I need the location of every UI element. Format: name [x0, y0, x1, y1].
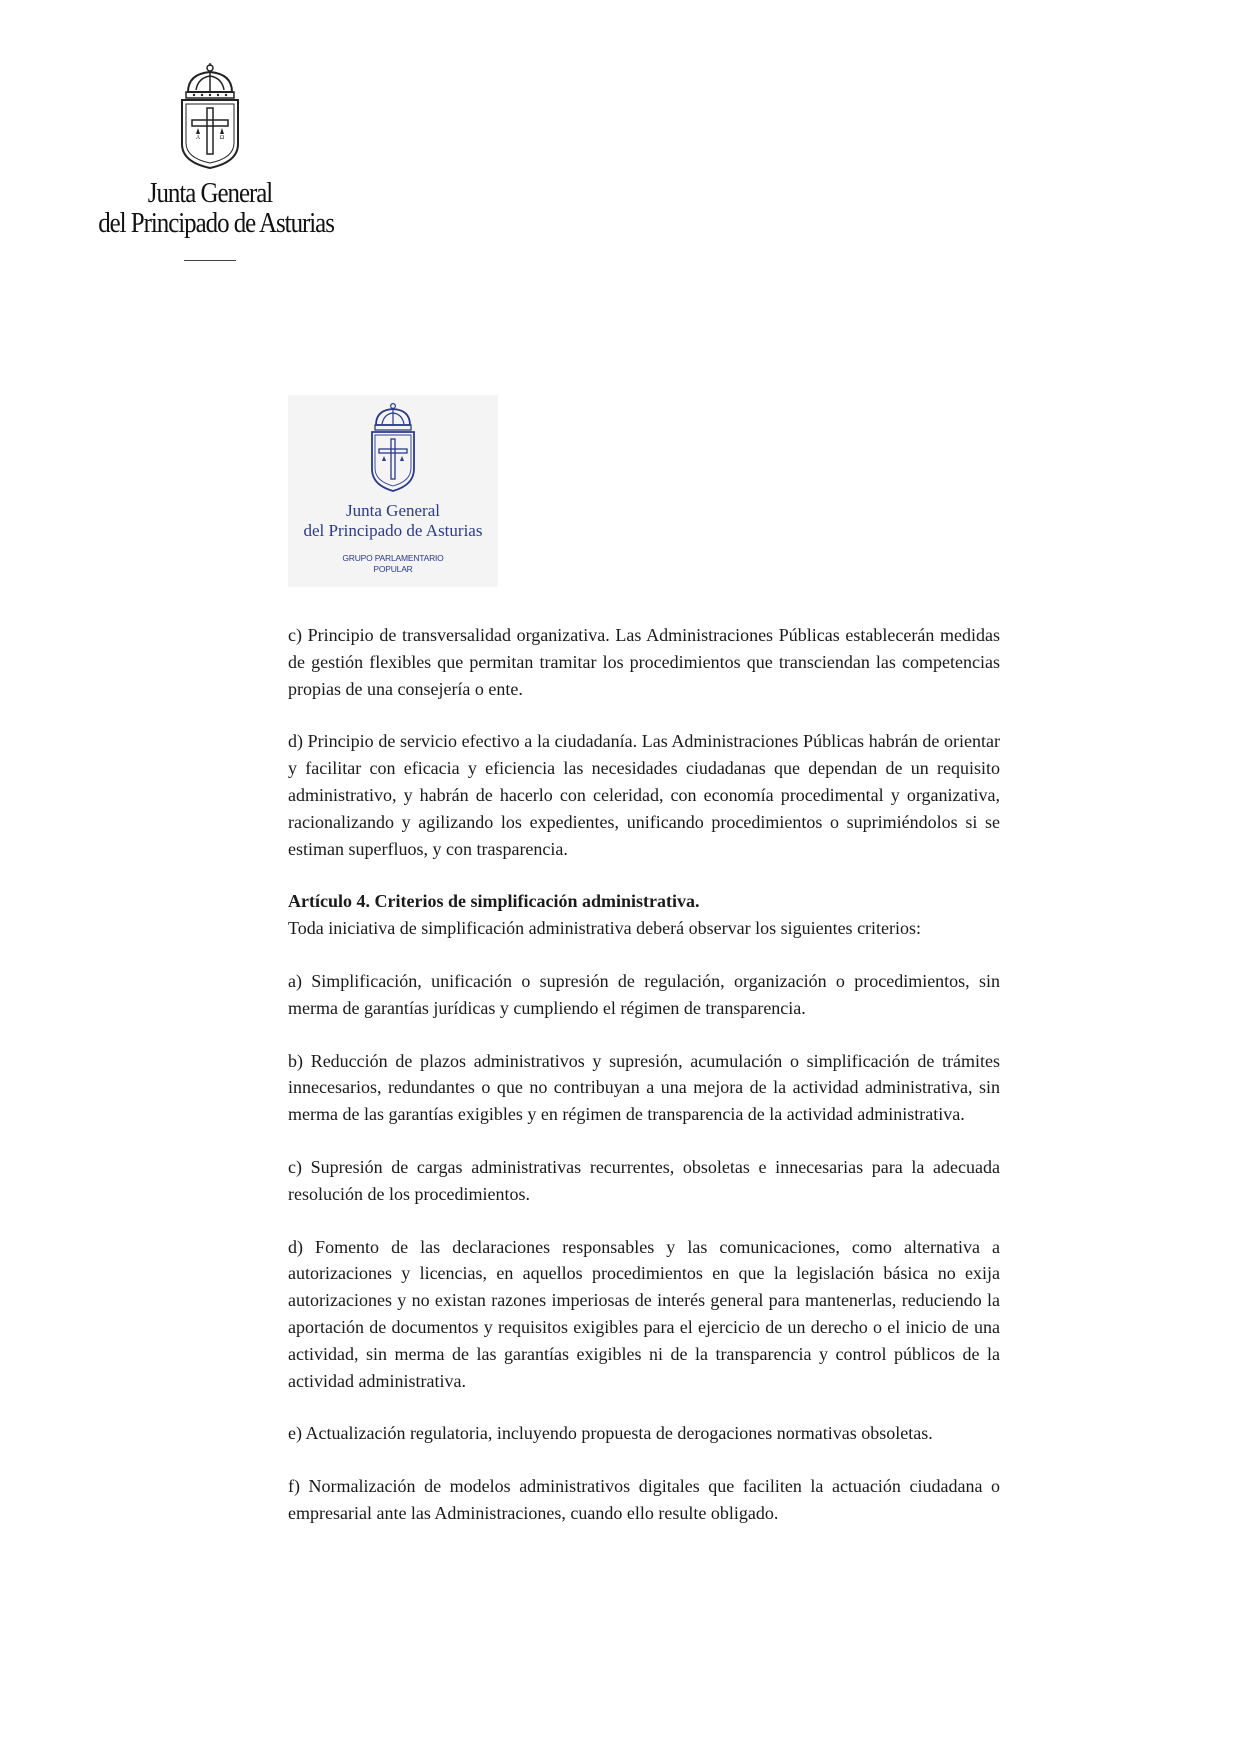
group-logo-sub-line2: POPULAR	[373, 564, 413, 574]
group-logo-name-line1: Junta General	[346, 501, 440, 520]
paragraph-criterion-f: f) Normalización de modelos administrativos digitales que faciliten la actuación ciudadana o empresarial ante las Administraciones, cuando ello resulte obligado.	[288, 1476, 1000, 1523]
asturias-crest-icon	[174, 62, 246, 170]
svg-text:Ω: Ω	[219, 135, 225, 141]
paragraph-criterion-b: b) Reducción de plazos administrativos y supresión, acumulación o simplificación de trámites innecesarios, redundantes o que no contribuyan a una mejora de la actividad administrativa, sin merma de las garantías exigibles y en régimen de transparencia de la actividad administrativa.	[288, 1050, 1000, 1125]
header-logo	[80, 62, 340, 261]
institution-name-line2: del Principado de Asturias	[98, 207, 334, 239]
group-logo-name-line2: del Principado de Asturias	[303, 521, 483, 540]
article-heading: Artículo 4. Criterios de simplificación administrativa.	[288, 891, 700, 912]
article-intro: Toda iniciativa de simplificación administrativa deberá observar los siguientes criterios:	[288, 918, 922, 939]
paragraph-principle-c: c) Principio de transversalidad organizativa. Las Administraciones Públicas establecerán medidas de gestión flexibles que permitan tramitar los procedimientos que transciendan las competencias propias de una consejería o ente.	[288, 625, 1000, 699]
svg-text:A: A	[195, 135, 201, 141]
group-logo	[288, 395, 498, 587]
paragraph-criterion-e: e) Actualización regulatoria, incluyendo propuesta de derogaciones normativas obsoletas.	[288, 1423, 933, 1444]
paragraph-criterion-c: c) Supresión de cargas administrativas recurrentes, obsoletas e innecesarias para la adecuada resolución de los procedimientos.	[288, 1156, 1000, 1204]
header-divider	[184, 260, 236, 261]
paragraph-criterion-a: a) Simplificación, unificación o supresión de regulación, organización o procedimientos, sin merma de garantías jurídicas y cumpliendo el régimen de transparencia.	[288, 970, 1000, 1018]
paragraph-principle-d: d) Principio de servicio efectivo a la ciudadanía. Las Administraciones Públicas habrán de orientar y facilitar con eficacia y eficiencia las necesidades ciudadanas que dependan de un requisito administrativo, y habrán de hacerlo con celeridad, con economía procedimental y organizativa, racionalizando y agilizando los expedientes, unificando procedimientos o suprimiéndolos si se estiman superfluos, y con trasparencia.	[288, 731, 1000, 859]
document-body	[288, 622, 1000, 1553]
article-block	[288, 888, 1000, 942]
group-logo-sub-line1: GRUPO PARLAMENTARIO	[342, 553, 444, 563]
institution-name-line1: Junta General	[147, 177, 273, 209]
asturias-crest-icon	[366, 401, 420, 493]
paragraph-criterion-d: d) Fomento de las declaraciones responsables y las comunicaciones, como alternativa a autorizaciones y licencias, en aquellos procedimientos en que la legislación básica no exija autorizaciones y no existan razones imperiosas de interés general para mantenerlas, reduciendo la aportación de documentos y requisitos exigibles para el ejercicio de un derecho o el inicio de una actividad, sin merma de las garantías exigibles ni de la transparencia y control públicos de la actividad administrativa.	[288, 1236, 1000, 1391]
